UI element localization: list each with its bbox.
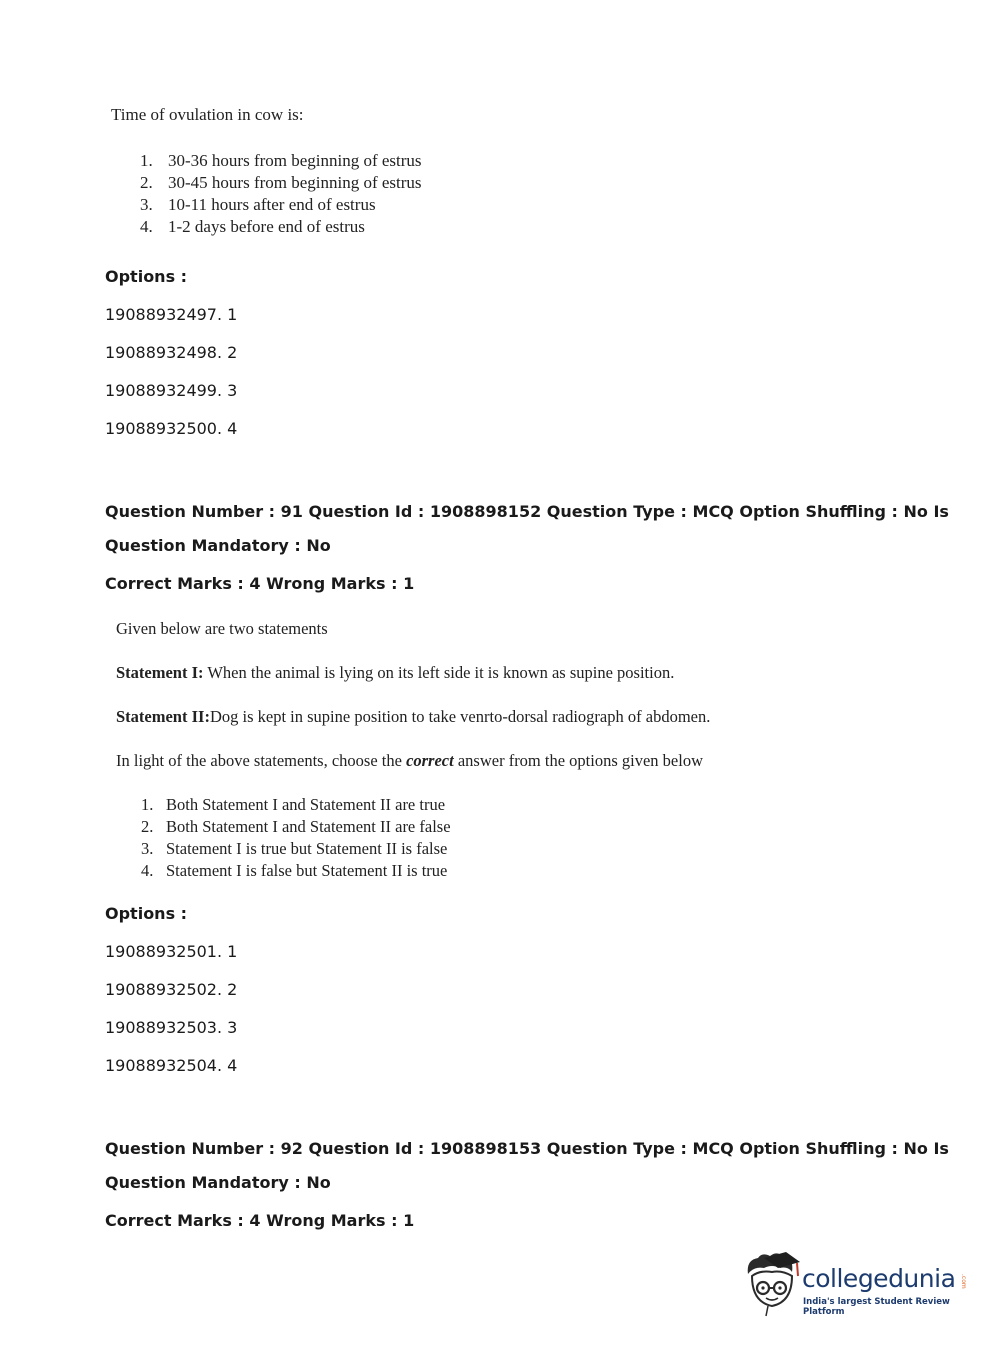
statement-1: Statement I: When the animal is lying on its left side it is known as supine position. [116,663,675,682]
question-header: Question Number : 91 Question Id : 1908898152 Question Type : MCQ Option Shuffling : No Is [105,502,949,521]
options-label: Options : [105,267,188,286]
option-item: 19088932499. 3 [105,381,238,400]
option-item: 19088932501. 1 [105,942,238,961]
choice-item: 4. Statement I is false but Statement II is true [141,861,448,880]
options-label: Options : [105,904,188,923]
choice-item: 4. 1-2 days before end of estrus [140,217,365,236]
question-marks: Correct Marks : 4 Wrong Marks : 1 [105,1211,415,1230]
brand-com: .com [960,1274,967,1289]
question-mandatory: Question Mandatory : No [105,536,331,555]
choice-item: 2. Both Statement I and Statement II are false [141,817,451,836]
question-marks: Correct Marks : 4 Wrong Marks : 1 [105,574,415,593]
question-stem: Time of ovulation in cow is: [111,105,304,124]
option-item: 19088932504. 4 [105,1056,238,1075]
choice-item: 3. Statement I is true but Statement II is false [141,839,448,858]
option-item: 19088932498. 2 [105,343,238,362]
choice-item: 1. Both Statement I and Statement II are true [141,795,446,814]
option-item: 19088932503. 3 [105,1018,238,1037]
mascot-icon [742,1250,802,1318]
option-item: 19088932502. 2 [105,980,238,999]
brand-tagline: India's largest Student Review Platform [803,1297,950,1317]
choice-item: 1. 30-36 hours from beginning of estrus [140,151,422,170]
choice-item: 3. 10-11 hours after end of estrus [140,195,376,214]
brand-name: collegedunia [802,1264,956,1293]
collegedunia-logo [742,1250,970,1318]
instruction-text: In light of the above statements, choose the correct answer from the options given below [116,751,703,770]
choice-item: 2. 30-45 hours from beginning of estrus [140,173,422,192]
option-item: 19088932500. 4 [105,419,238,438]
choice-list [140,150,422,238]
choice-list [141,794,451,882]
statement-intro: Given below are two statements [116,619,328,638]
question-mandatory: Question Mandatory : No [105,1173,331,1192]
question-header: Question Number : 92 Question Id : 1908898153 Question Type : MCQ Option Shuffling : No Is [105,1139,949,1158]
statement-2: Statement II:Dog is kept in supine position to take venrto-dorsal radiograph of abdomen. [116,707,711,726]
option-item: 19088932497. 1 [105,305,238,324]
